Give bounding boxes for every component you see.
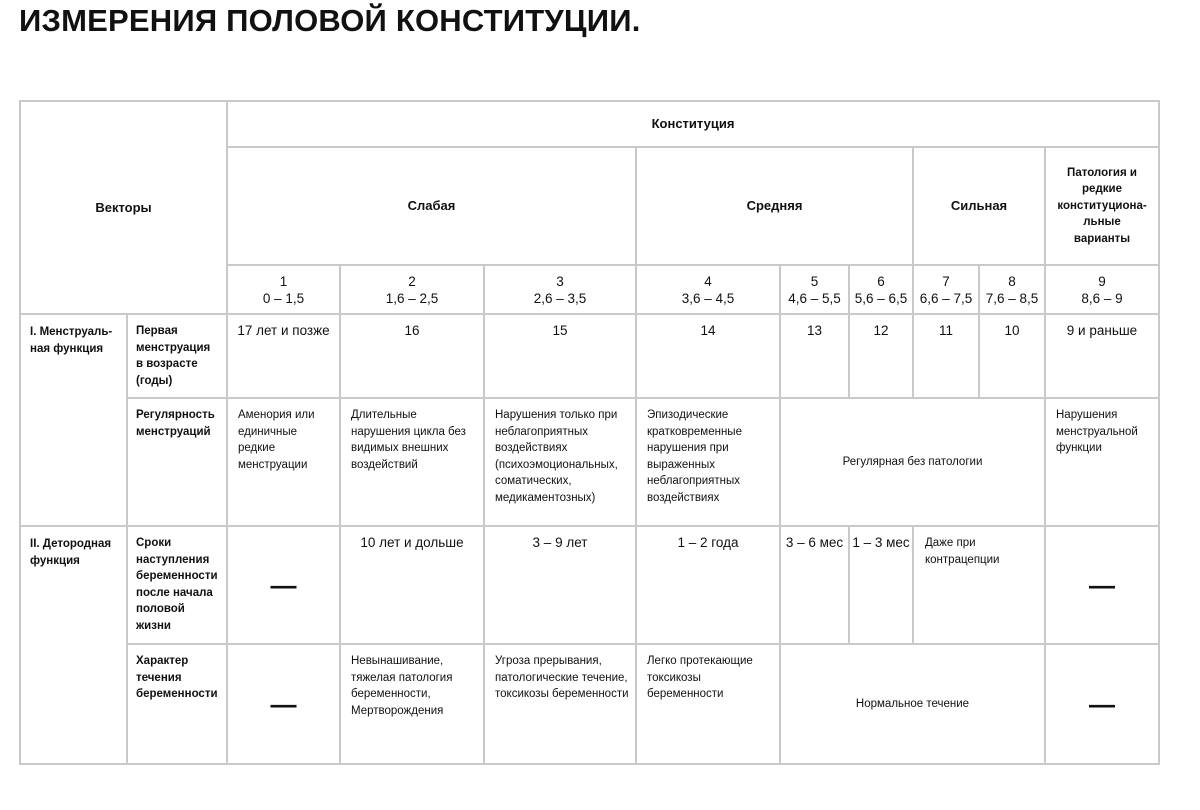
regularity-label: Регулярность менструаций — [127, 398, 227, 526]
grade-cell: 8 7,6 – 8,5 — [979, 265, 1045, 314]
table-cell: 10 — [979, 314, 1045, 398]
table-cell: Длительные нарушения цикла без видимых внешних воздействий — [340, 398, 484, 526]
menstrual-function-label: I. Менструаль-ная функция — [20, 314, 127, 526]
table-cell: 1 – 3 мес — [849, 526, 913, 644]
table-cell: 12 — [849, 314, 913, 398]
table-cell: — — [227, 644, 340, 764]
constitution-table — [19, 100, 1160, 765]
table-cell: — — [1045, 644, 1159, 764]
table-cell: 15 — [484, 314, 636, 398]
grade-cell: 7 6,6 – 7,5 — [913, 265, 979, 314]
table-cell: 9 и раньше — [1045, 314, 1159, 398]
table-cell: Легко протекающие токсикозы беременности — [636, 644, 780, 764]
vectors-header: Векторы — [20, 101, 227, 314]
table-cell: 17 лет и позже — [227, 314, 340, 398]
grade-cell: 1 0 – 1,5 — [227, 265, 340, 314]
grade-cell: 6 5,6 – 6,5 — [849, 265, 913, 314]
table-cell: 11 — [913, 314, 979, 398]
pathology-header: Патология и редкие конституциона-льные варианты — [1045, 147, 1159, 265]
page-title: ИЗМЕРЕНИЯ ПОЛОВОЙ КОНСТИТУЦИИ. — [19, 3, 641, 38]
table-cell: 3 – 9 лет — [484, 526, 636, 644]
constitution-header: Конституция — [227, 101, 1159, 147]
table-cell: Регулярная без патологии — [780, 398, 1045, 526]
pregnancy-course-label: Характер течения беременности — [127, 644, 227, 764]
table-cell: — — [1045, 526, 1159, 644]
reproductive-function-label: II. Детородная функция — [20, 526, 127, 764]
grade-cell: 5 4,6 – 5,5 — [780, 265, 849, 314]
table-cell: Угроза прерывания, патологические течение, токсикозы беременности — [484, 644, 636, 764]
table-cell: Невынашивание, тяжелая патология беременности, Мертворождения — [340, 644, 484, 764]
strong-header: Сильная — [913, 147, 1045, 265]
grade-cell: 2 1,6 – 2,5 — [340, 265, 484, 314]
pregnancy-timing-label: Сроки наступления беременности после начала половой жизни — [127, 526, 227, 644]
first-menstruation-label: Первая менструация в возрасте (годы) — [127, 314, 227, 398]
table-cell: 14 — [636, 314, 780, 398]
table-cell: 16 — [340, 314, 484, 398]
table-cell: Нормальное течение — [780, 644, 1045, 764]
table-cell: Аменория или единичные редкие менструации — [227, 398, 340, 526]
weak-header: Слабая — [227, 147, 636, 265]
grade-cell: 3 2,6 – 3,5 — [484, 265, 636, 314]
medium-header: Средняя — [636, 147, 913, 265]
table-cell: Эпизодические кратковременные нарушения при выраженных неблагоприятных воздействиях — [636, 398, 780, 526]
table-cell: 3 – 6 мес — [780, 526, 849, 644]
table-cell: Даже при контрацепции — [913, 526, 1045, 644]
grade-cell: 9 8,6 – 9 — [1045, 265, 1159, 314]
table-cell: 10 лет и дольше — [340, 526, 484, 644]
grade-cell: 4 3,6 – 4,5 — [636, 265, 780, 314]
table-cell: Нарушения менструальной функции — [1045, 398, 1159, 526]
table-cell: 13 — [780, 314, 849, 398]
table-cell: Нарушения только при неблагоприятных воздействиях (психоэмоциональных, соматических, медикаментозных) — [484, 398, 636, 526]
table-cell: 1 – 2 года — [636, 526, 780, 644]
table-cell: — — [227, 526, 340, 644]
